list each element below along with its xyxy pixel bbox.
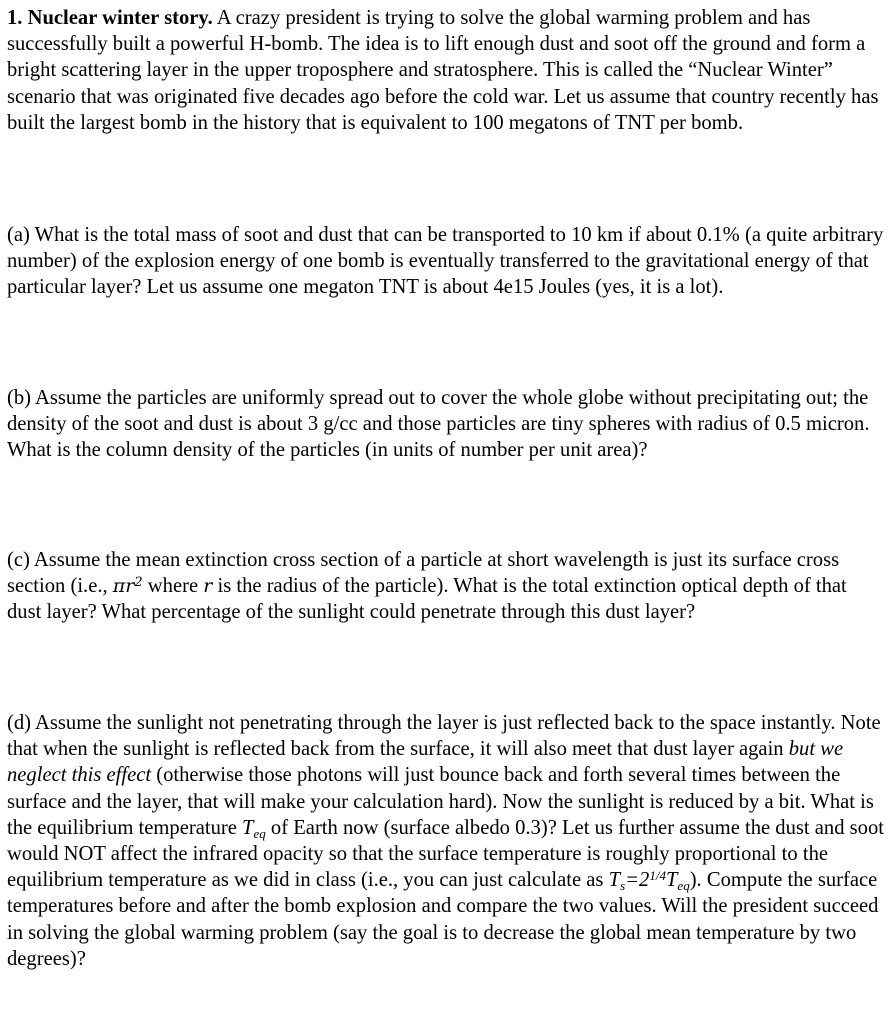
part-c-text-3: is the radius of the particle). What is the total extinction optical depth of that dust layer? What percentage of the sunlight could penetrate through this dust layer? [7, 575, 847, 624]
teq-symbol [242, 817, 266, 839]
ts-subscript: s [620, 878, 626, 894]
radius-variable: r [203, 575, 213, 598]
surface-temperature-formula [608, 868, 690, 894]
formula-base: πr [112, 575, 135, 598]
problem-intro-text: A crazy president is trying to solve the global warming problem and has successfully built a powerful H-bomb. The idea is to lift enough dust and soot off the ground and form a bright scattering layer in the upper troposphere and stratosphere. This is called the “Nuclear Winter” scenario that was originated five decades ago before the cold war. Let us assume that country recently has built the largest bomb in the history that is equivalent to 100 megatons of TNT per bomb. [7, 7, 879, 134]
part-d-italic-note: but we neglect this effect [7, 738, 844, 787]
cross-section-formula [113, 575, 143, 597]
ts-equals: =2 [625, 869, 650, 892]
part-c-paragraph [7, 547, 885, 626]
part-c-text-2: where [142, 575, 204, 598]
problem-intro-paragraph [7, 5, 885, 136]
teq2-base: T [665, 869, 678, 892]
part-c-text-1: (c) Assume the mean extinction cross section of a particle at short wavelength is just its surface cross section (i.e., [7, 549, 840, 598]
part-d-paragraph [7, 710, 885, 972]
ts-exponent: 1/4 [649, 868, 666, 884]
part-d-text-1: (d) Assume the sunlight not penetrating through the layer is just reflected back to the space instantly. Note that when the sunlight is reflected back from the surface, it will also meet that dust layer again [7, 712, 881, 761]
ts-base: T [608, 869, 621, 892]
part-a-paragraph: (a) What is the total mass of soot and dust that can be transported to 10 km if about 0.1% (a quite arbitrary number) of the explosion energy of one bomb is eventually transferred to the gravitational energy of that particular layer? Let us assume one megaton TNT is about 4e15 Joules (yes, it is a lot). [7, 224, 884, 299]
formula-exponent: 2 [134, 575, 143, 591]
teq2-subscript: eq [677, 878, 690, 894]
teq-subscript: eq [253, 825, 266, 841]
part-d-text-2: (otherwise those photons will just bounce back and forth several times between the surface and the layer, that will make your calculation hard). Now the sunlight is reduced by a bit. What is the equilibrium temperature [7, 764, 874, 839]
teq-base: T [242, 816, 254, 839]
problem-title: 1. Nuclear winter story. [7, 7, 213, 29]
part-b-paragraph: (b) Assume the particles are uniformly spread out to cover the whole globe without precipitating out; the density of the soot and dust is about 3 g/cc and those particles are tiny spheres with radius of 0.5 micron. What is the column density of the particles (in units of number per unit area)? [7, 387, 870, 462]
part-d-text-4: ). Compute the surface temperatures before and after the bomb explosion and compare the two values. Will the president succeed in solving the global warming problem (say the goal is to decrease the global mean temperature by two degrees)? [7, 869, 879, 970]
part-d-text-3: of Earth now (surface albedo 0.3)? Let us further assume the dust and soot would NOT affect the infrared opacity so that the surface temperature is roughly proportional to the equilibrium temperature as we did in class (i.e., you can just calculate as [7, 816, 884, 892]
